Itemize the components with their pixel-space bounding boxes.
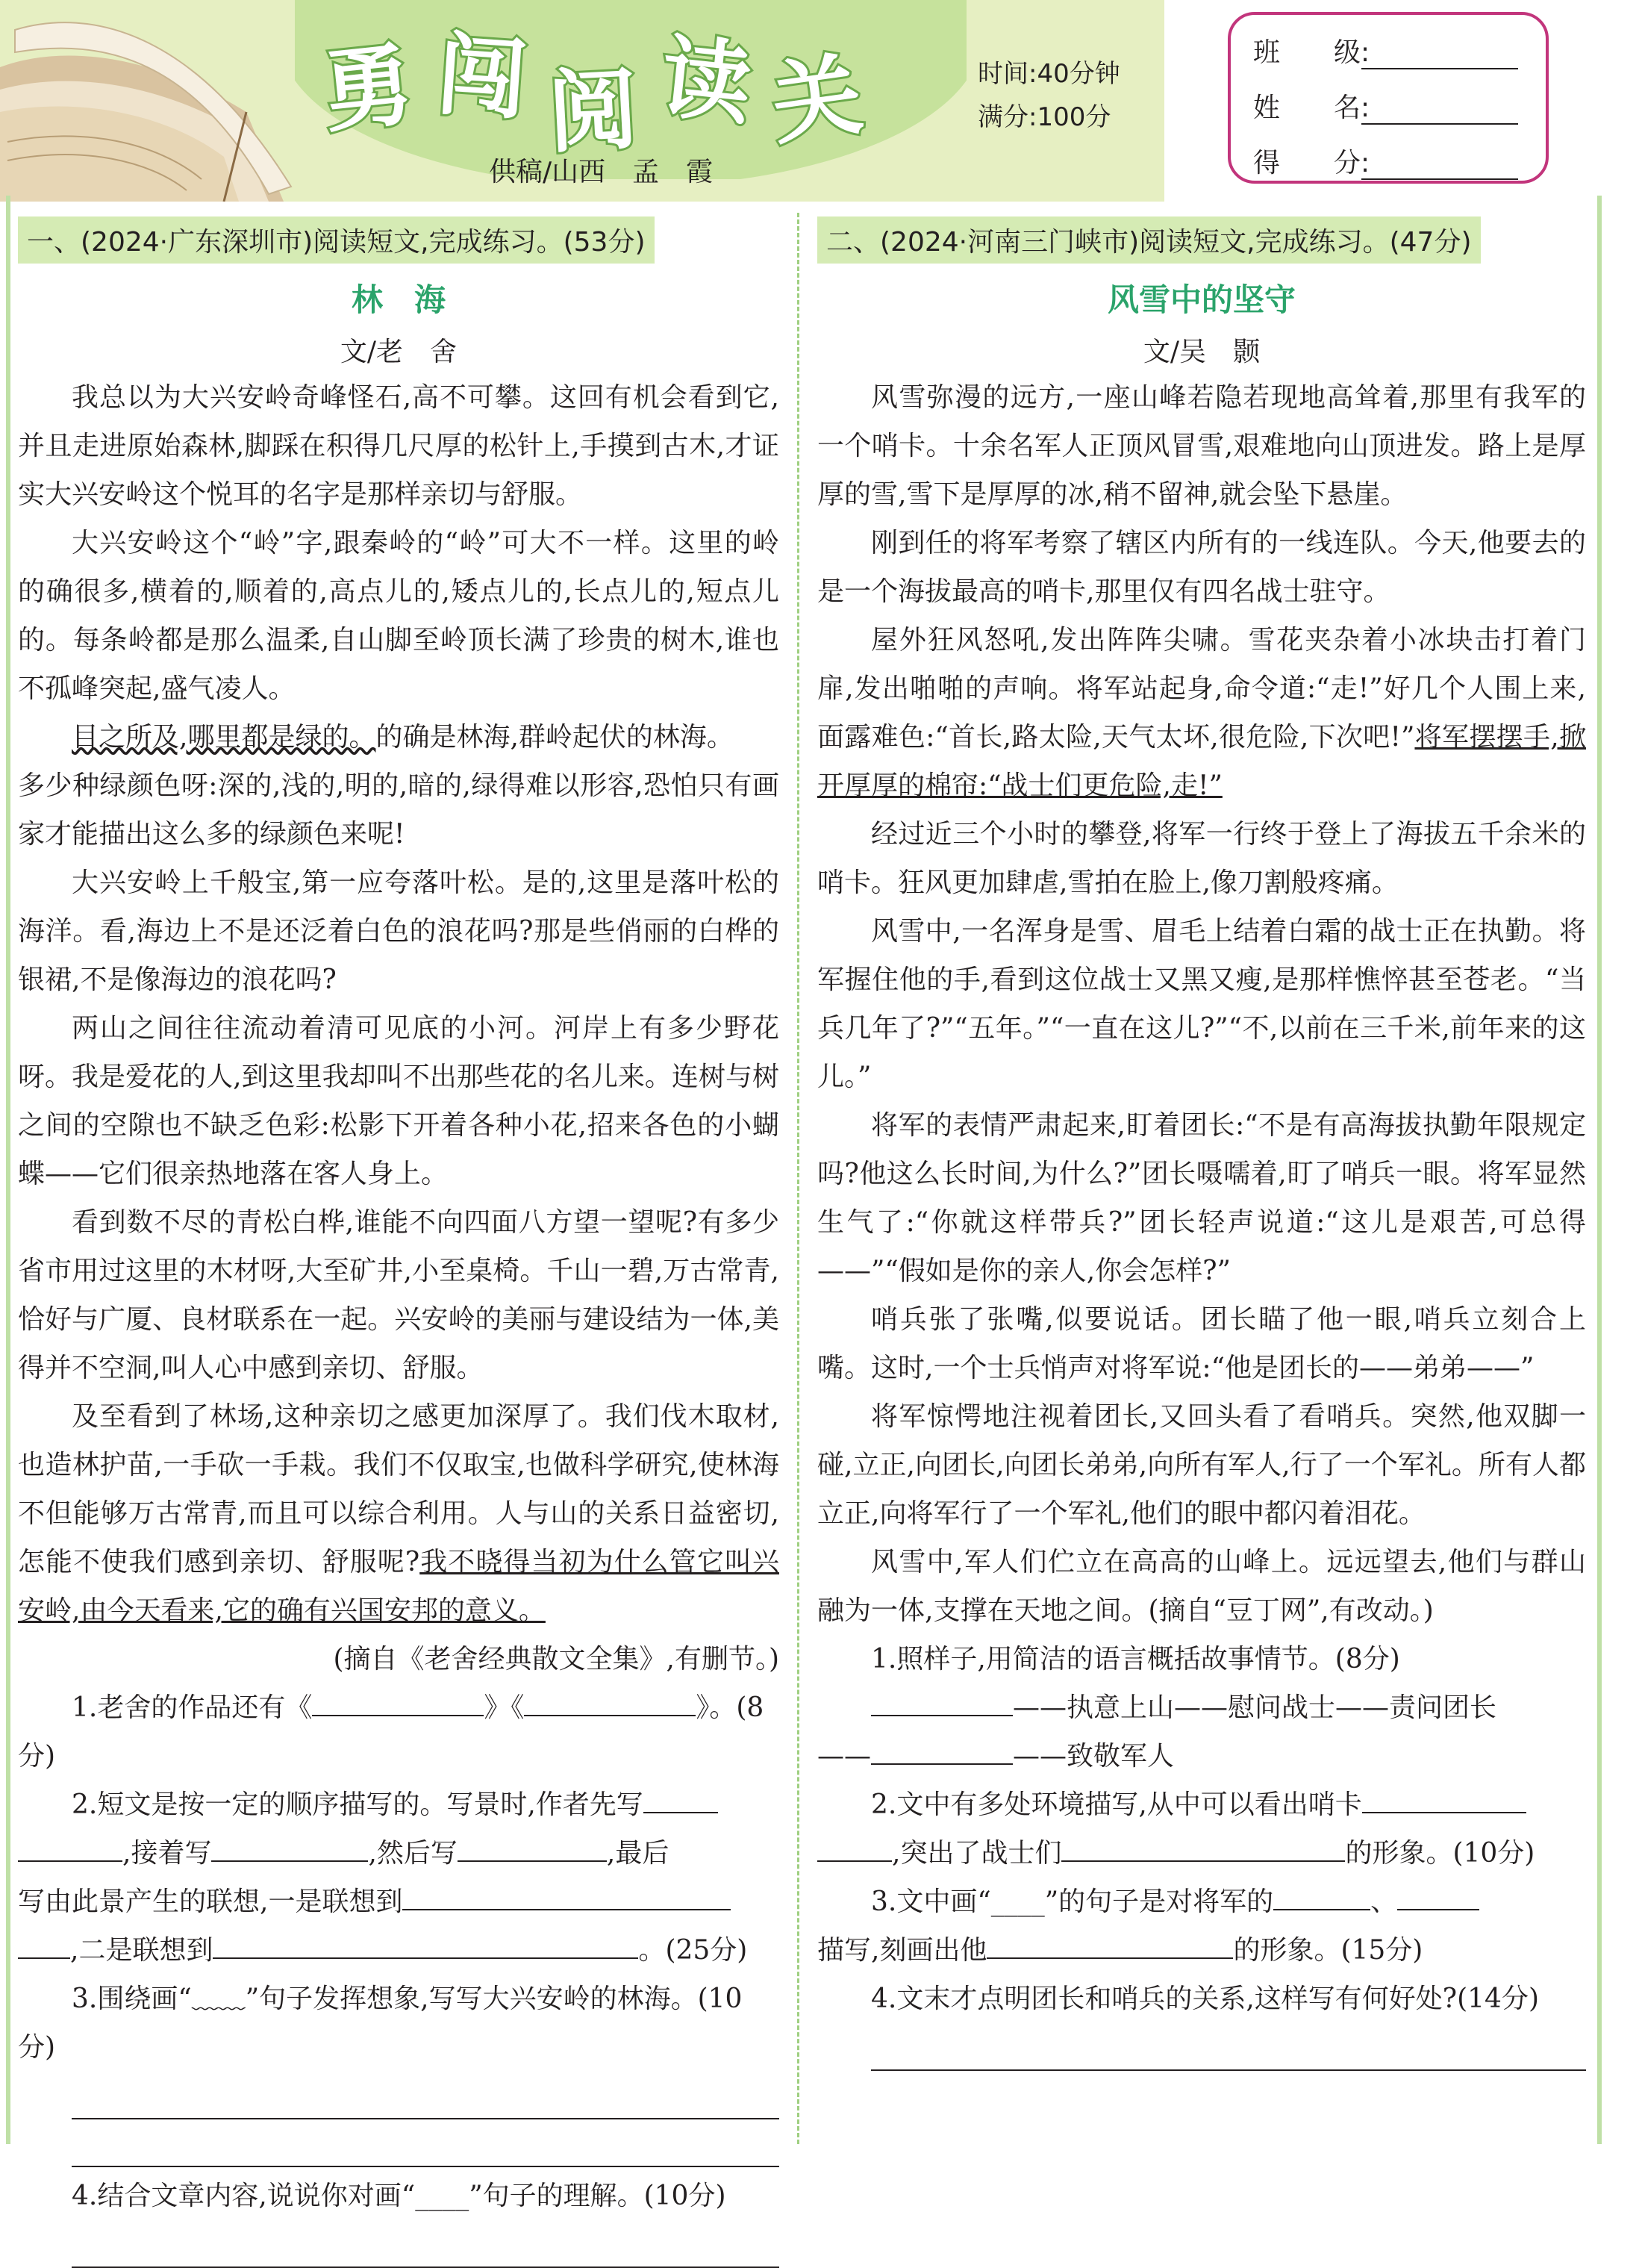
question-text: ——执意上山——慰问战士——责问团长 bbox=[1013, 1692, 1497, 1723]
article-2-source: (摘自“豆丁网”,有改动。) bbox=[1148, 1595, 1434, 1626]
answer-blank[interactable] bbox=[871, 1689, 1013, 1716]
article-1-source: (摘自《老舍经典散文全集》,有删节。) bbox=[333, 1644, 779, 1674]
section-2-heading: 二、(2024·河南三门峡市)阅读短文,完成练习。(47分) bbox=[817, 216, 1481, 264]
svg-text:关: 关 bbox=[765, 43, 869, 158]
paragraph-text: 的确是林海,群岭起伏的林海。 bbox=[375, 722, 734, 753]
answer-line[interactable] bbox=[72, 2220, 779, 2268]
section-1-heading: 一、(2024·广东深圳市)阅读短文,完成练习。(53分) bbox=[18, 216, 655, 264]
paragraph: 风雪中,一名浑身是雪、眉毛上结着白霜的战士正在执勤。将军握住他的手,看到这位战士又黑又瘦,是那样憔悴甚至苍老。“当兵几年了?”“五年。”“一直在这儿?”“不,以前在三千米,前年来的这儿。” bbox=[817, 916, 1586, 1092]
class-input-line[interactable] bbox=[1361, 46, 1518, 69]
question-1-2-cont bbox=[18, 1926, 779, 1975]
question-text: 的形象。(10分) bbox=[1345, 1838, 1535, 1869]
paragraph: 我总以为大兴安岭奇峰怪石,高不可攀。这回有机会看到它,并且走进原始森林,脚踩在积得几尺厚的松针上,手摸到古木,才证实大兴安岭这个悦耳的名字是那样亲切与舒服。 bbox=[18, 382, 779, 510]
wavy-underlined-sentence: 目之所及,哪里都是绿的。 bbox=[72, 722, 376, 753]
answer-blank[interactable] bbox=[211, 1835, 368, 1862]
page-frame-left bbox=[6, 196, 10, 2144]
class-field[interactable] bbox=[1253, 31, 1518, 69]
paragraph: 看到数不尽的青松白桦,谁能不向四面八方望一望呢?有多少省市用过这里的木材呀,大至矿井,小至桌椅。千山一碧,万古常青,恰好与广厦、良材联系在一起。兴安岭的美丽与建设结为一体,美得并不空洞,叫人心中感到亲切、舒服。 bbox=[18, 1207, 779, 1383]
article-1-body bbox=[18, 373, 779, 1683]
student-info-box bbox=[1228, 12, 1549, 184]
answer-blank[interactable] bbox=[1362, 1786, 1526, 1813]
svg-text:闯: 闯 bbox=[434, 23, 531, 134]
svg-text:勇: 勇 bbox=[317, 33, 418, 146]
question-text: 》。(8分) bbox=[18, 1692, 764, 1772]
question-text: 》《 bbox=[484, 1692, 525, 1723]
question-text: 1.老舍的作品还有《 bbox=[72, 1692, 313, 1723]
answer-blank[interactable] bbox=[987, 1932, 1233, 1959]
question-text: ,二是联想到 bbox=[70, 1935, 213, 1966]
question-1-4: 4.结合文章内容,说说你对画“____”句子的理解。(10分) bbox=[72, 2181, 726, 2211]
question-2-2-cont bbox=[817, 1829, 1586, 1878]
answer-blank[interactable] bbox=[643, 1786, 718, 1813]
question-text: 、 bbox=[1370, 1887, 1398, 1917]
paragraph: 刚到任的将军考察了辖区内所有的一线连队。今天,他要去的是一个海拔最高的哨卡,那里仅有四名战士驻守。 bbox=[817, 528, 1586, 607]
name-input-line[interactable] bbox=[1361, 101, 1518, 125]
paragraph: 经过近三个小时的攀登,将军一行终于登上了海拔五千余米的哨卡。狂风更加肆虐,雪拍在脸上,像刀割般疼痛。 bbox=[817, 819, 1586, 898]
exam-meta bbox=[978, 52, 1120, 139]
question-text: ,然后写 bbox=[368, 1838, 458, 1869]
question-text: ,最后 bbox=[606, 1838, 669, 1869]
paragraph: 将军的表情严肃起来,盯着团长:“不是有高海拔执勤年限规定吗?他这么长时间,为什么?”团长嗫嚅着,盯了哨兵一眼。将军显然生气了:“你就这样带兵?”团长轻声说道:“这儿是艰苦,可总得——”“假如是你的亲人,你会怎样?” bbox=[817, 1110, 1586, 1286]
page-header bbox=[0, 0, 1642, 202]
paragraph bbox=[18, 1392, 779, 1635]
open-book-icon bbox=[0, 0, 313, 202]
question-text: 写由此景产生的联想,一是联想到 bbox=[18, 1887, 403, 1917]
answer-blank[interactable] bbox=[871, 1738, 1013, 1765]
question-text: —— bbox=[817, 1741, 871, 1772]
answer-blank[interactable] bbox=[1397, 1884, 1479, 1910]
answer-blank[interactable] bbox=[402, 1884, 731, 1910]
answer-blank[interactable] bbox=[458, 1835, 607, 1862]
answer-line[interactable] bbox=[871, 2023, 1586, 2071]
paragraph: 风雪弥漫的远方,一座山峰若隐若现地高耸着,那里有我军的一个哨卡。十余名军人正顶风冒雪,艰难地向山顶进发。路上是厚厚的雪,雪下是厚厚的冰,稍不留神,就会坠下悬崖。 bbox=[817, 382, 1586, 510]
underlined-sentence: 将军摆摆手,掀开厚厚的棉帘:“战士们更危险,走!” bbox=[817, 722, 1586, 801]
question-1-2-cont bbox=[18, 1829, 779, 1878]
questions-1 bbox=[18, 1683, 779, 2268]
score-label: 得 分: bbox=[1253, 148, 1370, 178]
question-text: 3.文中画“____”的句子是对将军的 bbox=[871, 1887, 1274, 1917]
credit-line: 供稿/山西 孟 霞 bbox=[489, 157, 714, 187]
question-text: 的形象。(15分) bbox=[1233, 1935, 1423, 1966]
answer-blank[interactable] bbox=[213, 1932, 638, 1959]
name-label: 姓 名: bbox=[1253, 93, 1370, 123]
question-2-2 bbox=[817, 1781, 1586, 1829]
question-text: 2.文中有多处环境描写,从中可以看出哨卡 bbox=[871, 1789, 1362, 1820]
question-2-3-cont bbox=[817, 1926, 1586, 1975]
left-column bbox=[18, 216, 779, 2268]
paragraph: 哨兵张了张嘴,似要说话。团长瞄了他一眼,哨兵立刻合上嘴。这时,一个士兵悄声对将军说:“他是团长的——弟弟——” bbox=[817, 1304, 1586, 1383]
paragraph bbox=[817, 616, 1586, 810]
paragraph-text: 风雪中,军人们伫立在高高的山峰上。远远望去,他们与群山融为一体,支撑在天地之间。 bbox=[817, 1547, 1586, 1626]
score-input-line[interactable] bbox=[1361, 156, 1518, 180]
article-2-body bbox=[817, 373, 1586, 1635]
answer-line[interactable] bbox=[72, 2072, 779, 2119]
answer-line[interactable] bbox=[72, 2119, 779, 2167]
answer-blank[interactable] bbox=[18, 1835, 122, 1862]
svg-text:阅: 阅 bbox=[545, 57, 641, 166]
name-field[interactable] bbox=[1253, 87, 1518, 125]
answer-blank[interactable] bbox=[1273, 1884, 1370, 1910]
question-text: ,接着写 bbox=[122, 1838, 212, 1869]
paragraph bbox=[817, 1538, 1586, 1635]
questions-2 bbox=[817, 1635, 1586, 2071]
paragraph: 多少种绿颜色呀:深的,浅的,明的,暗的,绿得难以形容,恐怕只有画家才能描出这么多的绿颜色来呢! bbox=[18, 770, 779, 850]
paragraph: 将军惊愕地注视着团长,又回头看了看哨兵。突然,他双脚一碰,立正,向团长,向团长弟弟,向所有军人,行了一个军礼。所有人都立正,向将军行了一个军礼,他们的眼中都闪着泪花。 bbox=[817, 1401, 1586, 1529]
question-1-2 bbox=[18, 1781, 779, 1829]
answer-blank[interactable] bbox=[817, 1835, 892, 1862]
paragraph bbox=[18, 713, 779, 761]
paragraph: 大兴安岭上千般宝,第一应夸落叶松。是的,这里是落叶松的海洋。看,海边上不是还泛着白色的浪花吗?那是些俏丽的白桦的银裙,不是像海边的浪花吗? bbox=[18, 867, 779, 995]
paragraph-text: 屋外狂风怒吼,发出阵阵尖啸。雪花夹杂着小冰块击打着门扉,发出啪啪的声响。将军站起身,命令道:“走!”好几个人围上来,面露难色:“首长,路太险,天气太坏,很危险,下次吧!” bbox=[817, 625, 1586, 753]
class-label: 班 级: bbox=[1253, 37, 1370, 68]
answer-blank[interactable] bbox=[18, 1932, 70, 1959]
question-1-3: 3.围绕画“﹏﹏”句子发挥想象,写写大兴安岭的林海。(10分) bbox=[18, 1984, 743, 2063]
answer-blank[interactable] bbox=[1061, 1835, 1345, 1862]
question-text: 2.短文是按一定的顺序描写的。写景时,作者先写 bbox=[72, 1789, 643, 1820]
paragraph: 大兴安岭这个“岭”字,跟秦岭的“岭”可大不一样。这里的岭的确很多,横着的,顺着的,高点儿的,矮点儿的,长点儿的,短点儿的。每条岭都是那么温柔,自山脚至岭顶长满了珍贵的树木,谁也不孤峰突起,盛气凌人。 bbox=[18, 528, 779, 704]
question-2-4: 4.文末才点明团长和哨兵的关系,这样写有何好处?(14分) bbox=[871, 1984, 1539, 2014]
column-divider bbox=[797, 213, 799, 2144]
answer-blank[interactable] bbox=[312, 1689, 484, 1716]
article-1-author: 文/老 舍 bbox=[340, 337, 458, 367]
full-score: 满分:100分 bbox=[978, 102, 1111, 132]
answer-blank[interactable] bbox=[524, 1689, 696, 1716]
question-1-2-cont bbox=[18, 1878, 779, 1926]
score-field[interactable] bbox=[1253, 142, 1518, 180]
svg-text:读: 读 bbox=[656, 25, 757, 138]
question-1-1 bbox=[18, 1683, 779, 1781]
question-text: 。(25分) bbox=[638, 1935, 748, 1966]
time-limit: 时间:40分钟 bbox=[978, 59, 1120, 89]
right-column bbox=[817, 216, 1586, 2071]
paragraph-text: 及至看到了林场,这种亲切之感更加深厚了。我们伐木取材,也造林护苗,一手砍一手栽。我们不仅取宝,也做科学研究,使林海不但能够万古常青,而且可以综合利用。人与山的关系日益密切,怎能不使我们感到亲切、舒服呢? bbox=[18, 1401, 779, 1577]
question-2-3 bbox=[817, 1878, 1586, 1926]
question-text: ——致敬军人 bbox=[1013, 1741, 1175, 1772]
article-1-title: 林 海 bbox=[351, 281, 446, 318]
underlined-sentence: 我不晓得当初为什么管它叫兴安岭,由今天看来,它的确有兴国安邦的意义。 bbox=[18, 1547, 779, 1626]
question-text: ,突出了战士们 bbox=[892, 1838, 1062, 1869]
page-frame-right bbox=[1597, 196, 1602, 2144]
article-2-title: 风雪中的坚守 bbox=[1107, 281, 1296, 318]
article-2-author: 文/吴 颢 bbox=[1143, 337, 1261, 367]
paragraph: 两山之间往往流动着清可见底的小河。河岸上有多少野花呀。我是爱花的人,到这里我却叫不出那些花的名儿来。连树与树之间的空隙也不缺乏色彩:松影下开着各种小花,招来各色的小蝴蝶——它们很亲热地落在客人身上。 bbox=[18, 1013, 779, 1189]
question-2-1-example bbox=[817, 1683, 1586, 1732]
question-2-1-cont bbox=[817, 1732, 1586, 1781]
question-2-1: 1.照样子,用简洁的语言概括故事情节。(8分) bbox=[871, 1644, 1400, 1674]
question-text: 描写,刻画出他 bbox=[817, 1935, 987, 1966]
